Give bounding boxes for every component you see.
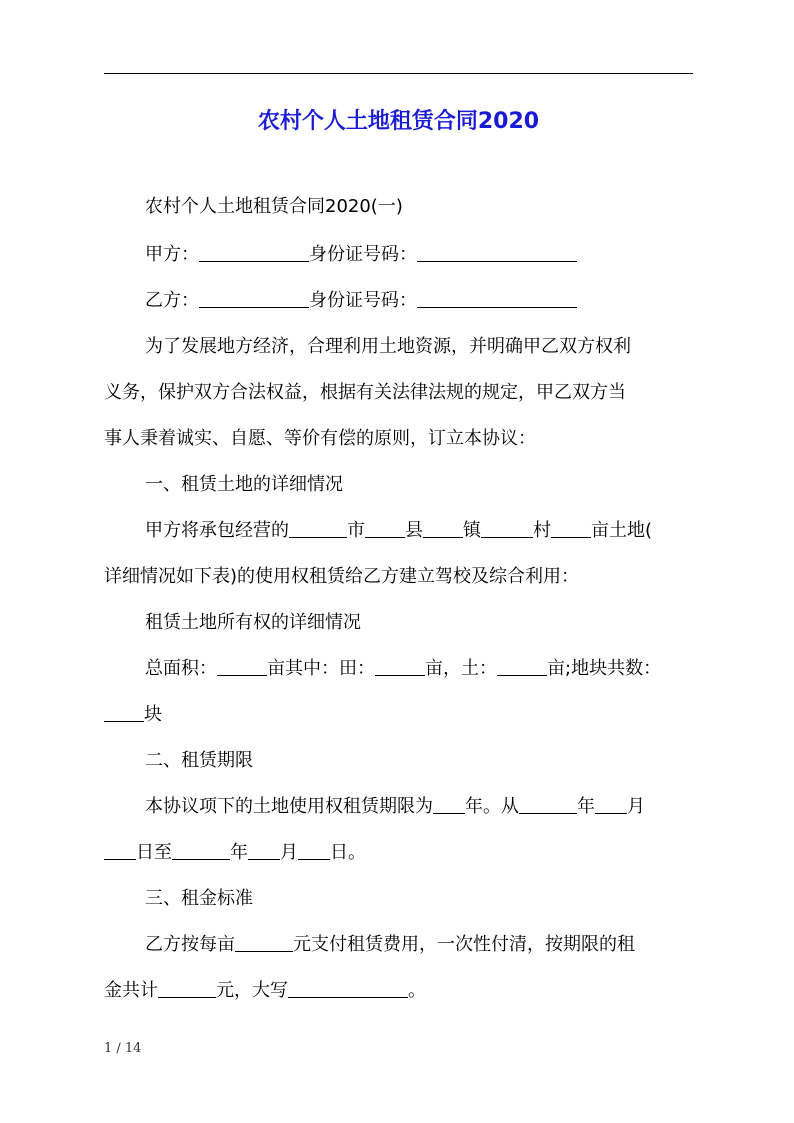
area-soil-label: 亩，土： <box>425 658 497 679</box>
party-a-line <box>104 242 693 268</box>
term-line-2 <box>104 840 693 866</box>
term-end-month: 月 <box>280 842 298 863</box>
party-b-label: 乙方： <box>145 290 199 311</box>
rent-text-1: 乙方按每亩 <box>145 934 235 955</box>
end-month-blank <box>248 841 280 860</box>
end-day-blank <box>298 841 330 860</box>
section-3-heading: 三、租金标准 <box>145 888 253 909</box>
document-title: 农村个人土地租赁合同2020 <box>257 109 540 134</box>
field-area-blank <box>375 657 425 676</box>
intro-line-3: 事人秉着诚实、自愿、等价有偿的原则，订立本协议： <box>104 428 536 449</box>
mu-blank <box>551 519 591 538</box>
header-rule <box>104 73 693 74</box>
start-day-blank <box>104 841 136 860</box>
party-a-name-blank <box>199 243 309 262</box>
rent-words-blank <box>288 979 408 998</box>
party-a-label: 甲方： <box>145 244 199 265</box>
term-to: 日至 <box>136 842 172 863</box>
plot-count-blank <box>104 703 144 722</box>
land-text-village: 村 <box>533 520 551 541</box>
term-end-day: 日。 <box>330 842 366 863</box>
term-years-blank <box>433 795 465 814</box>
town-blank <box>423 519 463 538</box>
end-year-blank <box>172 841 230 860</box>
term-month: 月 <box>627 796 645 817</box>
start-year-blank <box>519 795 577 814</box>
party-b-id-blank <box>417 289 577 308</box>
party-b-line <box>104 288 693 314</box>
land-text-mu: 亩土地( <box>591 520 653 541</box>
rent-total-blank <box>158 979 216 998</box>
term-line <box>104 794 693 820</box>
rent-period: 。 <box>408 980 426 1001</box>
party-b-id-label: 身份证号码： <box>309 290 417 311</box>
land-location-line <box>104 518 693 544</box>
soil-area-blank <box>497 657 547 676</box>
rent-line-2 <box>104 978 693 1004</box>
ownership-heading: 租赁土地所有权的详细情况 <box>145 612 361 633</box>
term-from: 年。从 <box>465 796 519 817</box>
land-text-town: 镇 <box>463 520 481 541</box>
area-line-2 <box>104 702 693 728</box>
contract-subtitle: 农村个人土地租赁合同2020(一) <box>145 196 403 217</box>
land-text-1: 甲方将承包经营的 <box>145 520 289 541</box>
city-blank <box>289 519 347 538</box>
plot-unit: 块 <box>144 704 162 725</box>
village-blank <box>481 519 533 538</box>
land-text-city: 市 <box>347 520 365 541</box>
intro-line-2: 义务，保护双方合法权益，根据有关法律法规的规定，甲乙双方当 <box>104 382 626 403</box>
page-number: 1 / 14 <box>104 1041 142 1056</box>
rent-words-label: 元，大写 <box>216 980 288 1001</box>
area-total-label: 总面积： <box>145 658 217 679</box>
rent-text-2: 元支付租赁费用，一次性付清，按期限的租 <box>293 934 635 955</box>
start-month-blank <box>595 795 627 814</box>
land-location-line-2: 详细情况如下表)的使用权租赁给乙方建立驾校及综合利用： <box>104 566 580 587</box>
party-b-name-blank <box>199 289 309 308</box>
section-2-heading: 二、租赁期限 <box>145 750 253 771</box>
rent-per-mu-blank <box>235 933 293 952</box>
party-a-id-blank <box>417 243 577 262</box>
area-line <box>104 656 693 682</box>
party-a-id-label: 身份证号码： <box>309 244 417 265</box>
area-plots-label: 亩;地块共数： <box>547 658 662 679</box>
intro-line-1: 为了发展地方经济，合理利用土地资源，并明确甲乙双方权利 <box>145 336 631 357</box>
area-field-label: 亩其中：田： <box>267 658 375 679</box>
term-end-year: 年 <box>230 842 248 863</box>
land-text-county: 县 <box>405 520 423 541</box>
term-text: 本协议项下的土地使用权租赁期限为 <box>145 796 433 817</box>
county-blank <box>365 519 405 538</box>
term-year: 年 <box>577 796 595 817</box>
rent-total-label: 金共计 <box>104 980 158 1001</box>
section-1-heading: 一、租赁土地的详细情况 <box>145 474 343 495</box>
rent-line <box>104 932 693 958</box>
total-area-blank <box>217 657 267 676</box>
